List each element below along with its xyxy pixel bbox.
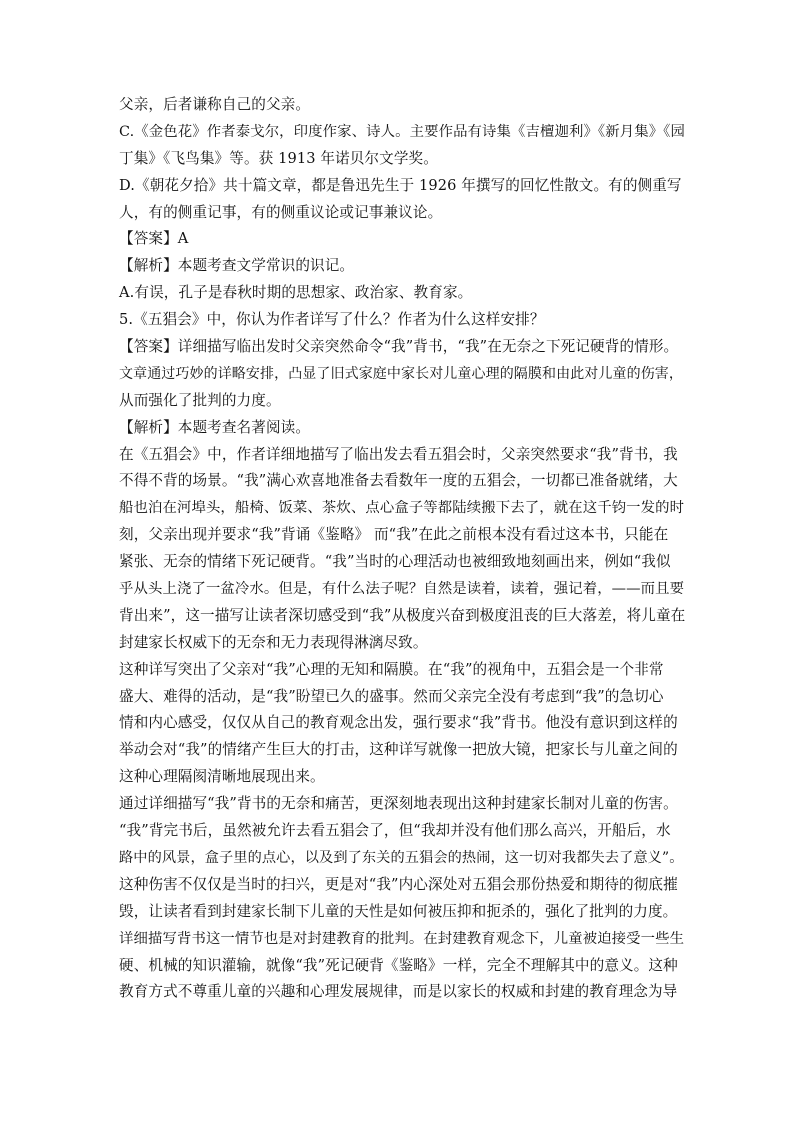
paragraph-line: 盛大、难得的活动，是“我”盼望已久的盛事。然而父亲完全没有考虑到“我”的急切心 xyxy=(119,687,664,705)
text-line: 丁集》《飞鸟集》等。获 1913 年诺贝尔文学奖。 xyxy=(119,149,438,167)
answer-label: 【答案】A xyxy=(119,230,189,248)
paragraph-line: 这种详写突出了父亲对“我”心理的无知和隔膜。在“我”的视角中，五猖会是一个非常 xyxy=(119,660,664,678)
paragraph-line: 路中的风景，盒子里的点心，以及到了东关的五猖会的热闹，这一切对我都失去了意义”。 xyxy=(119,849,684,866)
analysis-label: 【解析】本题考查名著阅读。 xyxy=(119,418,311,436)
paragraph-line: 紧张、无奈的情绪下死记硬背。“我”当时的心理活动也被细致地刻画出来，例如“我似 xyxy=(119,553,671,571)
paragraph-line: 在《五猖会》中，作者详细地描写了临出发去看五猖会时，父亲突然要求“我”背书，我 xyxy=(119,445,678,463)
paragraph-line: 封建家长权威下的无奈和无力表现得淋漓尽致。 xyxy=(119,633,428,651)
paragraph-line: 通过详细描写“我”背书的无奈和痛苦，更深刻地表现出这种封建家长制对儿童的伤害。 xyxy=(119,795,678,813)
paragraph-line: 这种伤害不仅仅是当时的扫兴，更是对“我”内心深处对五猖会那份热爱和期待的彻底摧 xyxy=(119,875,678,893)
paragraph-line: 硬、机械的知识灌输，就像“我”死记硬背《鉴略》一样，完全不理解其中的意义。这种 xyxy=(119,956,678,974)
paragraph-line: 这种心理隔阂清晰地展现出来。 xyxy=(119,768,325,786)
analysis-label: 【解析】本题考查文学常识的识记。 xyxy=(119,257,355,275)
paragraph-line: 详细描写背书这一情节也是对封建教育的批判。在封建教育观念下，儿童被迫接受一些生 xyxy=(119,930,685,947)
paragraph-line: 不得不背的场景。“我”满心欢喜地准备去看数年一度的五猖会，一切都已准备就绪，大 xyxy=(119,472,678,490)
paragraph-line: “我”背完书后，虽然被允许去看五猖会了，但“我却并没有他们那么高兴，开船后，水 xyxy=(119,822,671,840)
paragraph-line: 教育方式不尊重儿童的兴趣和心理发展规律，而是以家长的权威和封建的教育理念为导 xyxy=(119,983,678,1001)
paragraph-line: 乎从头上浇了一盆冷水。但是，有什么法子呢？自然是读着，读着，强记着，——而且要 xyxy=(119,581,685,598)
document-body xyxy=(119,92,685,1006)
paragraph-line: 情和内心感受，仅仅从自己的教育观念出发，强行要求“我”背书。他没有意识到这样的 xyxy=(119,714,678,732)
text-line: 人，有的侧重记事，有的侧重议论或记事兼议论。 xyxy=(119,203,443,221)
question-5: 5.《五猖会》中，你认为作者详写了什么？作者为什么这样安排？ xyxy=(119,311,545,329)
answer-line: 【答案】详细描写临出发时父亲突然命令“我”背书，“我”在无奈之下死记硬背的情形。 xyxy=(119,338,679,356)
text-line: 从而强化了批判的力度。 xyxy=(119,391,281,409)
paragraph-line: 船也泊在河埠头，船椅、饭菜、茶炊、点心盒子等都陆续搬下去了，就在这千钧一发的时 xyxy=(119,500,685,517)
text-line: 父亲，后者谦称自己的父亲。 xyxy=(119,96,311,113)
paragraph-line: 毁，让读者看到封建家长制下儿童的天性是如何被压抑和扼杀的，强化了批判的力度。 xyxy=(119,902,678,920)
paragraph-line: 举动会对“我”的情绪产生巨大的打击，这种详写就像一把放大镜，把家长与儿童之间的 xyxy=(119,741,678,759)
text-line: A.有误，孔子是春秋时期的思想家、政治家、教育家。 xyxy=(119,284,473,302)
paragraph-line: 刻，父亲出现并要求“我”背诵《鉴略》 而“我”在此之前根本没有看过这本书，只能在 xyxy=(119,526,669,544)
option-c-line: C.《金色花》作者泰戈尔，印度作家、诗人。主要作品有诗集《吉檀迦利》《新月集》《园 xyxy=(119,123,686,140)
paragraph-line: 背出来”，这一描写让读者深切感受到“我”从极度兴奋到极度沮丧的巨大落差，将儿童在 xyxy=(119,606,686,624)
text-line: 文章通过巧妙的详略安排，凸显了旧式家庭中家长对儿童心理的隔膜和由此对儿童的伤害， xyxy=(119,365,683,382)
option-d-line: D.《朝花夕拾》共十篇文章，都是鲁迅先生于 1926 年撰写的回忆性散文。有的侧重写 xyxy=(119,176,682,194)
